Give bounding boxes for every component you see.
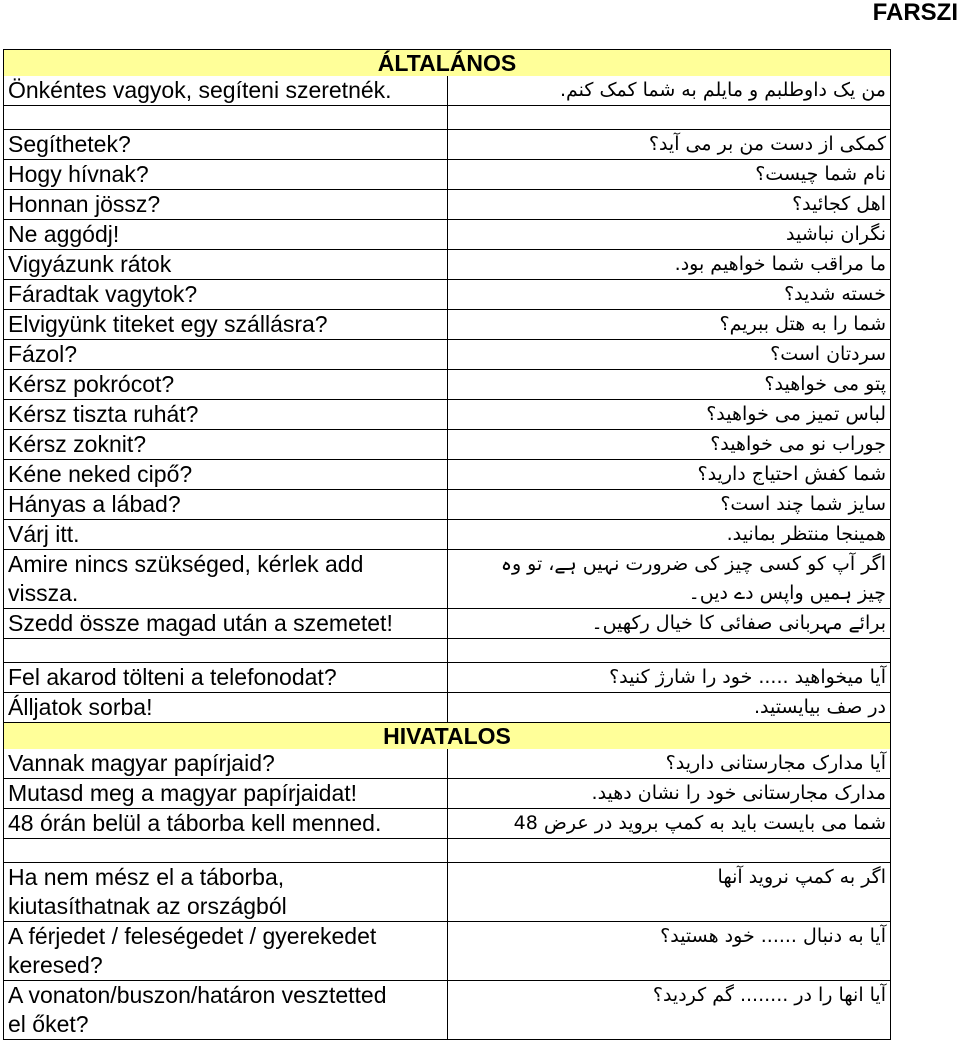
hungarian-text: Segíthetek? [8, 131, 131, 157]
hungarian-text: Fáradtak vagytok? [8, 281, 198, 307]
farsi-text: برائے مہربانی صفائی کا خیال رکھیں۔ [591, 612, 886, 634]
phrase-row [4, 76, 891, 106]
farsi-text: سردتان است؟ [770, 343, 886, 365]
phrase-row [4, 693, 891, 723]
farsi-text: نگران نباشید [786, 223, 886, 245]
hungarian-text: Vannak magyar papírjaid? [8, 750, 275, 776]
blank-row [4, 839, 891, 863]
hungarian-phrase [4, 460, 448, 490]
hungarian-text: Vigyázunk rátok [8, 251, 172, 277]
farsi-text: چیز ہمیں واپس دے دیں۔ [688, 582, 886, 604]
phrase-row [4, 400, 891, 430]
hungarian-phrase [4, 310, 448, 340]
farsi-text: سایز شما چند است؟ [720, 493, 886, 515]
farsi-phrase [447, 130, 891, 160]
blank-row [4, 106, 891, 130]
farsi-phrase [447, 190, 891, 220]
phrase-row [4, 430, 891, 460]
phrase-row [4, 663, 891, 693]
section-title: HIVATALOS [4, 723, 891, 750]
hungarian-text: Fázol? [8, 341, 78, 367]
phrase-row [4, 550, 891, 609]
hungarian-phrase [4, 220, 448, 250]
phrase-row [4, 749, 891, 779]
farsi-phrase [447, 520, 891, 550]
blank-cell [4, 839, 448, 863]
hungarian-text: Várj itt. [8, 521, 80, 547]
farsi-text: آیا مدارک مجارستانی دارید؟ [665, 752, 886, 774]
farsi-phrase [447, 981, 891, 1040]
hungarian-phrase [4, 693, 448, 723]
hungarian-phrase [4, 430, 448, 460]
farsi-text: اهل کجائید؟ [792, 193, 886, 215]
farsi-text: آیا میخواهید ..... خود را شارژ کنید؟ [609, 666, 886, 688]
hungarian-text: Szedd össze magad után a szemetet! [8, 610, 393, 636]
hungarian-text: Kéne neked cipő? [8, 461, 193, 487]
hungarian-text: Elvigyünk titeket egy szállásra? [8, 311, 328, 337]
hungarian-phrase [4, 922, 448, 981]
hungarian-text: Hányas a lábad? [8, 491, 181, 517]
hungarian-text: Ne aggódj! [8, 221, 120, 247]
blank-cell [447, 639, 891, 663]
phrase-row [4, 609, 891, 639]
hungarian-text: 48 órán belül a táborba kell menned. [8, 810, 382, 836]
farsi-phrase [447, 310, 891, 340]
farsi-phrase [447, 693, 891, 723]
blank-cell [4, 639, 448, 663]
hungarian-phrase [4, 340, 448, 370]
phrase-row [4, 370, 891, 400]
hungarian-phrase [4, 779, 448, 809]
farsi-phrase [447, 922, 891, 981]
farsi-text: ما مراقب شما خواهیم بود. [674, 253, 886, 275]
farsi-text: نام شما چیست؟ [755, 163, 886, 185]
hungarian-text: Kérsz zoknit? [8, 431, 147, 457]
blank-row [4, 639, 891, 663]
hungarian-text: A férjedet / feleségedet / gyerekedet [8, 923, 377, 949]
phrase-table [3, 49, 891, 1040]
farsi-text: شما کفش احتیاج دارید؟ [697, 463, 886, 485]
hungarian-phrase [4, 76, 448, 106]
farsi-text: آیا به دنبال ...... خود هستید؟ [660, 925, 886, 947]
farsi-phrase [447, 370, 891, 400]
farsi-text: اگر آپ کو کسی چیز کی ضرورت نہیں ہے، تو وہ [500, 553, 886, 575]
hungarian-phrase [4, 550, 448, 609]
hungarian-text: Amire nincs szükséged, kérlek add [8, 551, 364, 577]
phrase-row [4, 220, 891, 250]
phrase-row [4, 490, 891, 520]
farsi-text: کمکی از دست من بر می آید؟ [648, 133, 886, 155]
farsi-phrase [447, 609, 891, 639]
hungarian-text: A vonaton/buszon/határon vesztetted [8, 982, 387, 1008]
farsi-text: مدارک مجارستانی خود را نشان دهید. [591, 782, 886, 804]
phrase-row [4, 250, 891, 280]
hungarian-text: Honnan jössz? [8, 191, 161, 217]
hungarian-text: Fel akarod tölteni a telefonodat? [8, 664, 337, 690]
section-title: ÁLTALÁNOS [4, 50, 891, 77]
farsi-text: در صف بیایستید. [753, 696, 886, 718]
hungarian-phrase [4, 130, 448, 160]
hungarian-phrase [4, 520, 448, 550]
phrase-row [4, 310, 891, 340]
blank-cell [447, 106, 891, 130]
hungarian-phrase [4, 863, 448, 922]
hungarian-text: Álljatok sorba! [8, 694, 153, 720]
farsi-text: پتو می خواهید؟ [764, 373, 886, 395]
section-header [4, 723, 891, 750]
phrase-row [4, 981, 891, 1040]
language-label: FARSZI [872, 0, 958, 26]
farsi-phrase [447, 490, 891, 520]
hungarian-text: vissza. [8, 580, 79, 606]
farsi-phrase [447, 779, 891, 809]
farsi-text: شما می بایست باید به کمپ بروید در عرض 48 [513, 812, 886, 834]
farsi-text: آیا انها را در ........ گم کردید؟ [652, 984, 886, 1006]
hungarian-phrase [4, 809, 448, 839]
farsi-phrase [447, 250, 891, 280]
blank-cell [4, 106, 448, 130]
hungarian-text: Kérsz tiszta ruhát? [8, 401, 199, 427]
hungarian-phrase [4, 490, 448, 520]
hungarian-phrase [4, 370, 448, 400]
farsi-text: جوراب نو می خواهید؟ [710, 433, 886, 455]
farsi-phrase [447, 809, 891, 839]
hungarian-text: Hogy hívnak? [8, 161, 149, 187]
farsi-phrase [447, 550, 891, 609]
phrase-row [4, 520, 891, 550]
hungarian-phrase [4, 749, 448, 779]
farsi-text: اگر به کمپ نروید آنها [717, 866, 886, 888]
section-header [4, 50, 891, 77]
farsi-phrase [447, 663, 891, 693]
phrase-row [4, 779, 891, 809]
phrase-table-body [4, 50, 891, 1040]
farsi-phrase [447, 460, 891, 490]
phrase-row [4, 460, 891, 490]
blank-cell [447, 839, 891, 863]
phrase-row [4, 863, 891, 922]
hungarian-text: Mutasd meg a magyar papírjaidat! [8, 780, 358, 806]
hungarian-phrase [4, 981, 448, 1040]
hungarian-phrase [4, 280, 448, 310]
phrase-row [4, 809, 891, 839]
farsi-phrase [447, 340, 891, 370]
hungarian-phrase [4, 609, 448, 639]
hungarian-text: el őket? [8, 1011, 89, 1037]
farsi-text: من یک داوطلبم و مایلم به شما کمک کنم. [560, 79, 886, 101]
phrase-row [4, 280, 891, 310]
farsi-text: لباس تمیز می خواهید؟ [706, 403, 886, 425]
hungarian-text: keresed? [8, 952, 103, 978]
hungarian-text: Kérsz pokrócot? [8, 371, 175, 397]
phrase-row [4, 190, 891, 220]
farsi-phrase [447, 400, 891, 430]
hungarian-phrase [4, 663, 448, 693]
farsi-phrase [447, 280, 891, 310]
phrase-row [4, 922, 891, 981]
farsi-phrase [447, 430, 891, 460]
hungarian-phrase [4, 160, 448, 190]
farsi-phrase [447, 749, 891, 779]
farsi-phrase [447, 220, 891, 250]
hungarian-phrase [4, 250, 448, 280]
farsi-text: شما را به هتل ببریم؟ [719, 313, 886, 335]
farsi-phrase [447, 76, 891, 106]
phrase-row [4, 340, 891, 370]
hungarian-text: kiutasíthatnak az országból [8, 893, 287, 919]
phrase-row [4, 130, 891, 160]
hungarian-phrase [4, 190, 448, 220]
hungarian-text: Önkéntes vagyok, segíteni szeretnék. [8, 77, 392, 103]
hungarian-phrase [4, 400, 448, 430]
farsi-phrase [447, 160, 891, 190]
farsi-phrase [447, 863, 891, 922]
farsi-text: همینجا منتظر بمانید. [726, 523, 886, 545]
hungarian-text: Ha nem mész el a táborba, [8, 864, 285, 890]
farsi-text: خسته شدید؟ [784, 283, 886, 305]
phrase-row [4, 160, 891, 190]
